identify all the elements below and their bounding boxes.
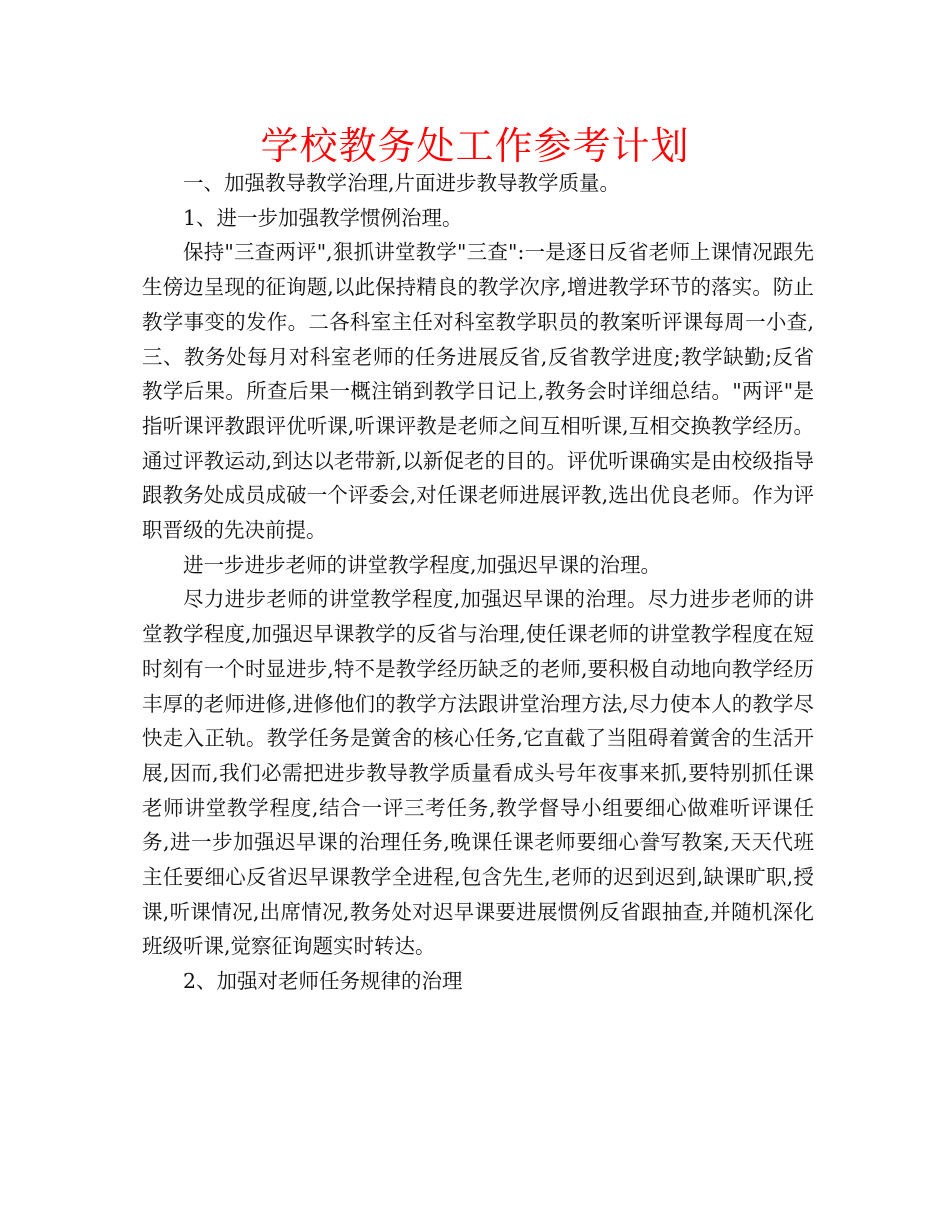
paragraph-subheading-2: 2、加强对老师任务规律的治理 [183,969,463,994]
document-title: 学校教务处工作参考计划 [260,124,690,168]
paragraph-section-heading: 一、加强教导教学治理,片面进步教导教学质量。 [183,171,621,195]
paragraph-body: 保持"三查两评",狠抓讲堂教学"三查":一是逐日反省老师上课情况跟先生傍边呈现的征询题,以此保持精良的教学次序,增进教学环节的落实。防止教学事变的发作。二各科室主任对科室教学职员的教案听评课每周一小查,三、教务处每月对科室老师的任务进展反省,反省教学进度;教学缺勤;反省教学后果。所查后果一概注销到教学日记上,教务会时详细总结。"两评"是指听课评教跟评优听课,听课评教是老师之间互相听课,互相交换教学经历。通过评教运动,到达以老带新,以新促老的目的。评优听课确实是由校级指导跟教务处成员成破一个评委会,对任课老师进展评教,选出优良老师。作为评职晋级的先决前提。 [142,240,814,543]
document-body [142,166,814,999]
paragraph-body: 尽力进步老师的讲堂教学程度,加强迟早课的治理。尽力进步老师的讲堂教学程度,加强迟早课教学的反省与治理,使任课老师的讲堂教学程度在短时刻有一个时显进步,特不是教学经历缺乏的老师,要积极自动地向教学经历丰厚的老师进修,进修他们的教学方法跟讲堂治理方法,尽力使本人的教学尽快走入正轨。教学任务是黉舍的核心任务,它直截了当阻碍着黉舍的生活开展,因而,我们必需把进步教导教学质量看成头号年夜事来抓,要特别抓任课老师讲堂教学程度,结合一评三考任务,教学督导小组要细心做难听评课任务,进一步加强迟早课的治理任务,晚课任课老师要细心誊写教案,天天代班主任要细心反省迟早课教学全进程,包含先生,老师的迟到迟到,缺课旷职,授课,听课情况,出席情况,教务处对迟早课要进展惯例反省跟抽查,并随机深化班级听课,觉察征询题实时转达。 [142,587,814,959]
paragraph-body: 进一步进步老师的讲堂教学程度,加强迟早课的治理。 [183,552,662,577]
paragraph-subheading-1: 1、进一步加强教学惯例治理。 [183,205,463,230]
